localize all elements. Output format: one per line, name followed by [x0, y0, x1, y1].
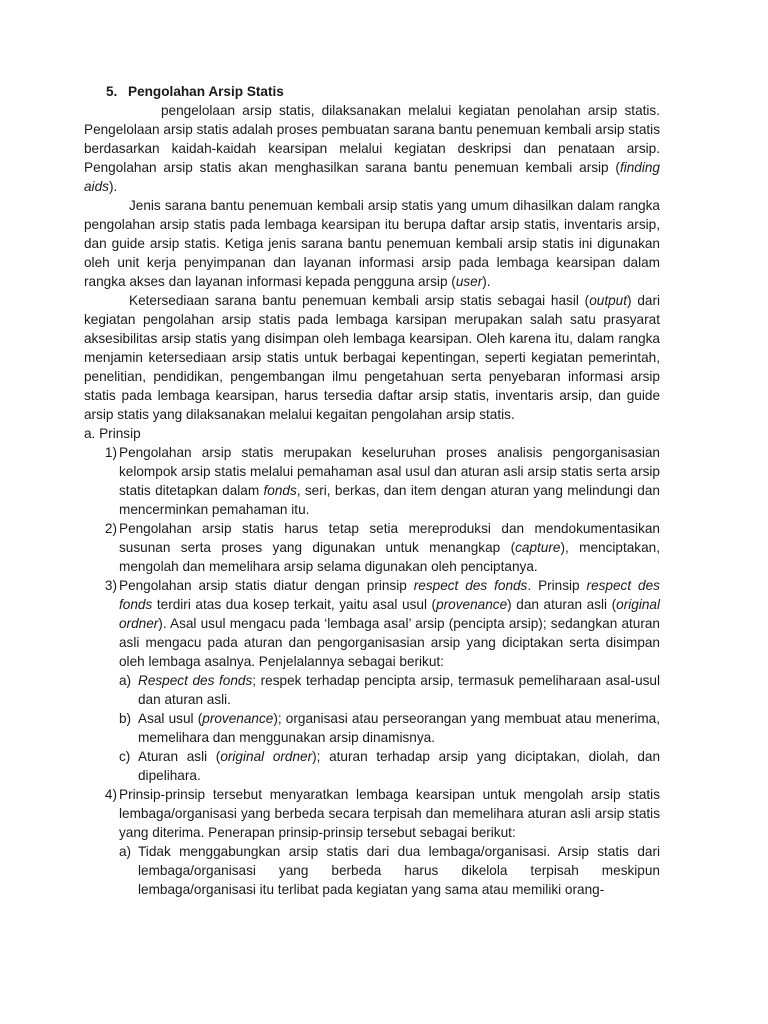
list-item-number: 4): [104, 787, 117, 802]
sub-list-item: [119, 671, 660, 709]
item-3-text-3: terdiri atas dua kosep terkait, yaitu asal usul (: [152, 597, 437, 612]
list-item: [84, 443, 660, 519]
paragraph-1-italic: finding aids: [84, 160, 660, 194]
sub-list-item-text: Tidak menggabungkan arsip statis dari dua lembaga/organisasi. Arsip statis dari lembaga/organisasi yang berbeda harus dikelola terpisah meskipun lembaga/organisasi itu terlibat pada kegiatan yang sama atau memiliki orang-: [138, 844, 660, 897]
item-3-text-4: ) dan aturan asli (: [507, 597, 617, 612]
list-item-number: 2): [104, 521, 117, 536]
item-2-text-end: ), menciptakan, mengolah dan memelihara arsip selama digunakan oleh penciptanya.: [119, 540, 660, 574]
paragraph-2-italic: user: [455, 274, 483, 289]
sub-item-c-text-end: ); aturan terhadap arsip yang diciptakan, diolah, dan dipelihara.: [138, 749, 660, 783]
list-item-text: [119, 519, 660, 576]
paragraph-3-rest: ) dari kegiatan pengolahan arsip statis pada lembaga karsipan merupakan salah satu prasyarat aksesibilitas arsip statis yang disimpan oleh lembaga kearsipan. Oleh karena itu, dalam rangka menjamin ketersediaan arsip statis untuk berbagai kepentingan, seperti kegiatan pemerintah, penelitian, pendidikan, pengembangan ilmu pengetahuan serta penyebaran informasi arsip statis pada lembaga kearsipan, harus tersedia daftar arsip statis, inventaris arsip, dan guide arsip statis yang dilaksanakan melalui kegaitan pengolahan arsip statis.: [84, 293, 660, 422]
item-2-italic: capture: [515, 540, 561, 555]
subsection-heading: a. Prinsip: [84, 426, 141, 441]
list-item: [84, 785, 660, 842]
sub-item-b-italic: provenance: [202, 711, 274, 726]
item-3-text-5: ). Asal usul mengacu pada ‘lembaga asal’ arsip (pencipta arsip); sedangkan aturan asli mengacu pada aturan dan pengorganisasian arsip yang diciptakan serta disimpan oleh lembaga asalnya. Penjelalannya sebagai berikut:: [119, 616, 660, 669]
item-3-italic-1: respect des fonds: [413, 578, 528, 593]
item-1-text: Pengolahan arsip statis merupakan keseluruhan proses analisis pengorganisasian kelompok arsip statis melalui pemahaman asal usul dan aturan asli arsip statis serta arsip statis ditetapkan dalam: [119, 445, 660, 498]
paragraph-2-text: Jenis sarana bantu penemuan kembali arsip statis yang umum dihasilkan dalam rangka pengolahan arsip statis pada lembaga kearsipan itu berupa daftar arsip statis, inventaris arsip, dan guide arsip statis. Ketiga jenis sarana bantu penemuan kembali arsip statis ini digunakan oleh unit kerja penyimpanan dan layanan informasi arsip pada lembaga kearsipan dalam rangka akses dan layanan informasi kepada pengguna arsip (: [84, 198, 660, 289]
paragraph-1-end: ).: [108, 179, 118, 194]
sub-item-a-italic: Respect des fonds: [138, 673, 253, 688]
section-heading: [106, 82, 660, 101]
sub-list-item: [119, 709, 660, 747]
sub-list-item-number: b): [119, 711, 132, 726]
item-3-text-2: . Prinsip: [527, 578, 587, 593]
list-item-text: [119, 443, 660, 519]
sub-item-a-text: ; respek terhadap pencipta arsip, termasuk pemeliharaan asal-usul dan aturan asli.: [138, 673, 661, 707]
sub-item-b-text: Asal usul (: [138, 711, 203, 726]
list-item-text: [119, 576, 660, 671]
item-3-italic-2: respect des fonds: [119, 578, 660, 612]
sub-list-item-text: [138, 671, 660, 709]
item-3-text-1: Pengolahan arsip statis diatur dengan prinsip: [119, 578, 414, 593]
sub-list-item-number: a): [119, 673, 132, 688]
sub-item-c-italic: original ordner: [220, 749, 313, 764]
list-item-text: Prinsip-prinsip tersebut menyaratkan lembaga kearsipan untuk mengolah arsip statis lembaga/organisasi yang berbeda secara terpisah dan memelihara aturan asli arsip statis yang diterima. Penerapan prinsip-prinsip tersebut sebagai berikut:: [119, 787, 660, 840]
section-number: 5.: [106, 84, 118, 99]
item-2-text: Pengolahan arsip statis harus tetap setia mereproduksi dan mendokumentasikan susunan serta proses yang digunakan untuk menangkap (: [119, 521, 660, 555]
item-1-italic: fonds: [263, 483, 297, 498]
document-body: [84, 82, 660, 899]
paragraph-2-end: ).: [482, 274, 491, 289]
list-item: [84, 576, 660, 671]
sub-list-item-text: [138, 747, 660, 785]
paragraph-3-text: Ketersediaan sarana bantu penemuan kembali arsip statis sebagai hasil (: [129, 293, 590, 308]
sub-list-item: [119, 747, 660, 785]
sub-item-b-text-end: ); organisasi atau perseorangan yang membuat atau menerima, memelihara dan menggunakan arsip dinamisnya.: [138, 711, 660, 745]
item-3-italic-4: original ordner: [119, 597, 660, 631]
paragraph-1-text: pengelolaan arsip statis, dilaksanakan melalui kegiatan penolahan arsip statis. Pengelolaan arsip statis adalah proses pembuatan sarana bantu penemuan kembali arsip statis berdasarkan kaidah-kaidah kearsipan melalui kegiatan deskripsi dan penataan arsip. Pengolahan arsip statis akan menghasilkan sarana bantu penemuan kembali arsip (: [84, 103, 660, 175]
paragraph-3: [84, 291, 660, 424]
paragraph-2: [84, 196, 660, 291]
paragraph-3-italic: output: [589, 293, 627, 308]
item-3-italic-3: provenance: [436, 597, 508, 612]
item-1-text-end: , seri, berkas, dan item dengan aturan yang melindungi dan mencerminkan pemahaman itu.: [119, 483, 660, 517]
sub-item-c-text: Aturan asli (: [138, 749, 221, 764]
list-item-number: 3): [104, 578, 117, 593]
sub-list-item-text: [138, 709, 660, 747]
list-item: [84, 519, 660, 576]
paragraph-1: [84, 101, 660, 196]
sub-list-item-number: a): [119, 844, 132, 859]
sub-list-item: [119, 842, 660, 899]
section-title: Pengolahan Arsip Statis: [128, 84, 284, 99]
list-item-number: 1): [104, 445, 117, 460]
sub-list-item-number: c): [119, 749, 131, 764]
